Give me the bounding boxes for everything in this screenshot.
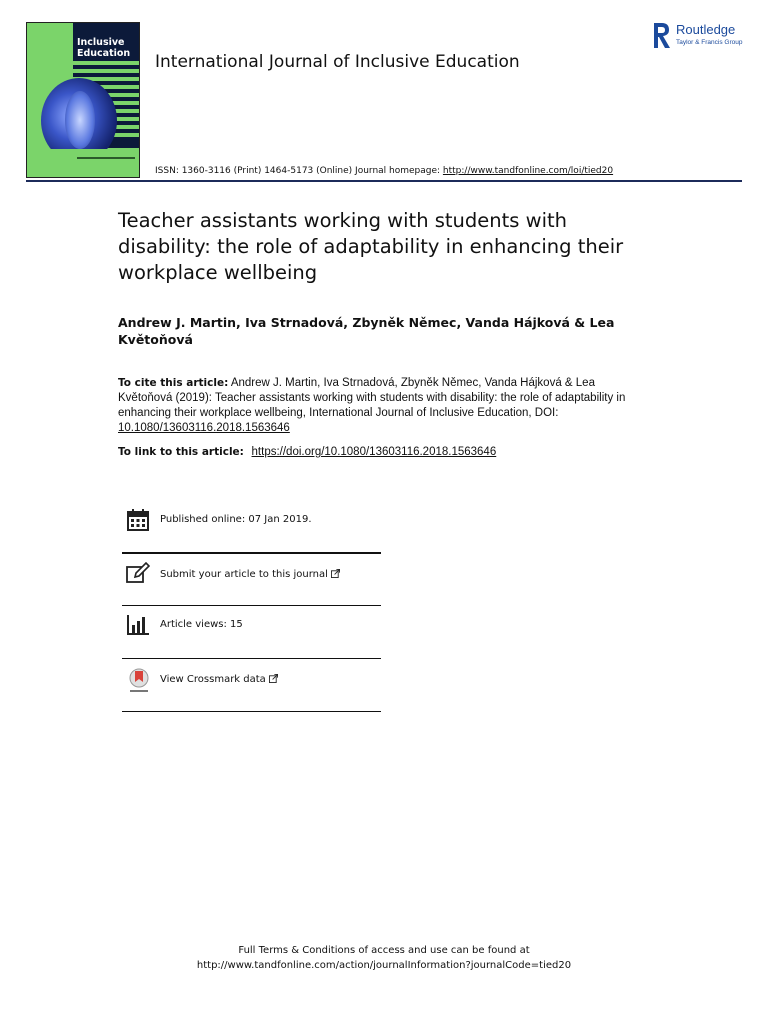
issn-text: ISSN: 1360-3116 (Print) 1464-5173 (Online) Journal homepage:: [155, 166, 443, 176]
article-authors: Andrew J. Martin, Iva Strnadová, Zbyněk Němec, Vanda Hájková & Lea Květoňová: [118, 315, 615, 347]
issn-line: [155, 166, 613, 176]
article-views-row: [122, 612, 382, 664]
meta-divider: [122, 658, 381, 659]
routledge-logo-icon: [652, 20, 672, 50]
journal-title: International Journal of Inclusive Education: [155, 52, 520, 72]
published-row: [122, 506, 382, 558]
bar-chart-icon: [126, 613, 150, 637]
meta-divider: [122, 711, 381, 712]
meta-divider: [122, 605, 381, 606]
article-link-label: To link to this article:: [118, 446, 248, 458]
calendar-icon: [126, 508, 150, 532]
journal-homepage-link[interactable]: http://www.tandfonline.com/loi/tied20: [442, 166, 614, 176]
meta-divider: [122, 552, 381, 554]
cover-title: Inclusive Education: [77, 37, 131, 59]
external-link-icon: [331, 569, 340, 578]
routledge-logo: [652, 20, 752, 52]
publisher-subtitle: Taylor & Francis Group: [676, 39, 743, 46]
edit-icon: [126, 562, 150, 586]
publisher-name: Routledge: [676, 22, 736, 37]
journal-cover-image: [26, 22, 140, 178]
article-doi-url[interactable]: https://doi.org/10.1080/13603116.2018.1563646: [251, 446, 497, 458]
citation-block: [118, 376, 648, 436]
article-views: Article views: 15: [160, 619, 243, 630]
article-link-block: [118, 446, 658, 458]
submit-article-link[interactable]: Submit your article to this journal: [160, 569, 340, 580]
citation-doi-link[interactable]: 10.1080/13603116.2018.1563646: [118, 422, 290, 434]
citation-text: Andrew J. Martin, Iva Strnadová, Zbyněk Němec, Vanda Hájková & Lea Květoňová (2019): Teacher assistants working with students with disability: the role of adaptability in enhancing their workplace wellbeing, International Journal of Inclusive Education, DOI:: [118, 377, 626, 419]
crossmark-link[interactable]: View Crossmark data: [160, 674, 278, 685]
footer: [0, 943, 768, 973]
citation-label: To cite this article:: [118, 377, 229, 389]
header-divider: [26, 180, 742, 182]
article-title: Teacher assistants working with students with disability: the role of adaptability in enhancing their workplace wellbeing: [118, 209, 624, 284]
external-link-icon: [269, 674, 278, 683]
crossmark-icon: [126, 667, 152, 695]
footer-terms-text: Full Terms & Conditions of access and use can be found at: [238, 945, 530, 956]
published-date: Published online: 07 Jan 2019.: [160, 514, 312, 525]
footer-terms-link[interactable]: http://www.tandfonline.com/action/journalInformation?journalCode=tied20: [196, 960, 572, 971]
